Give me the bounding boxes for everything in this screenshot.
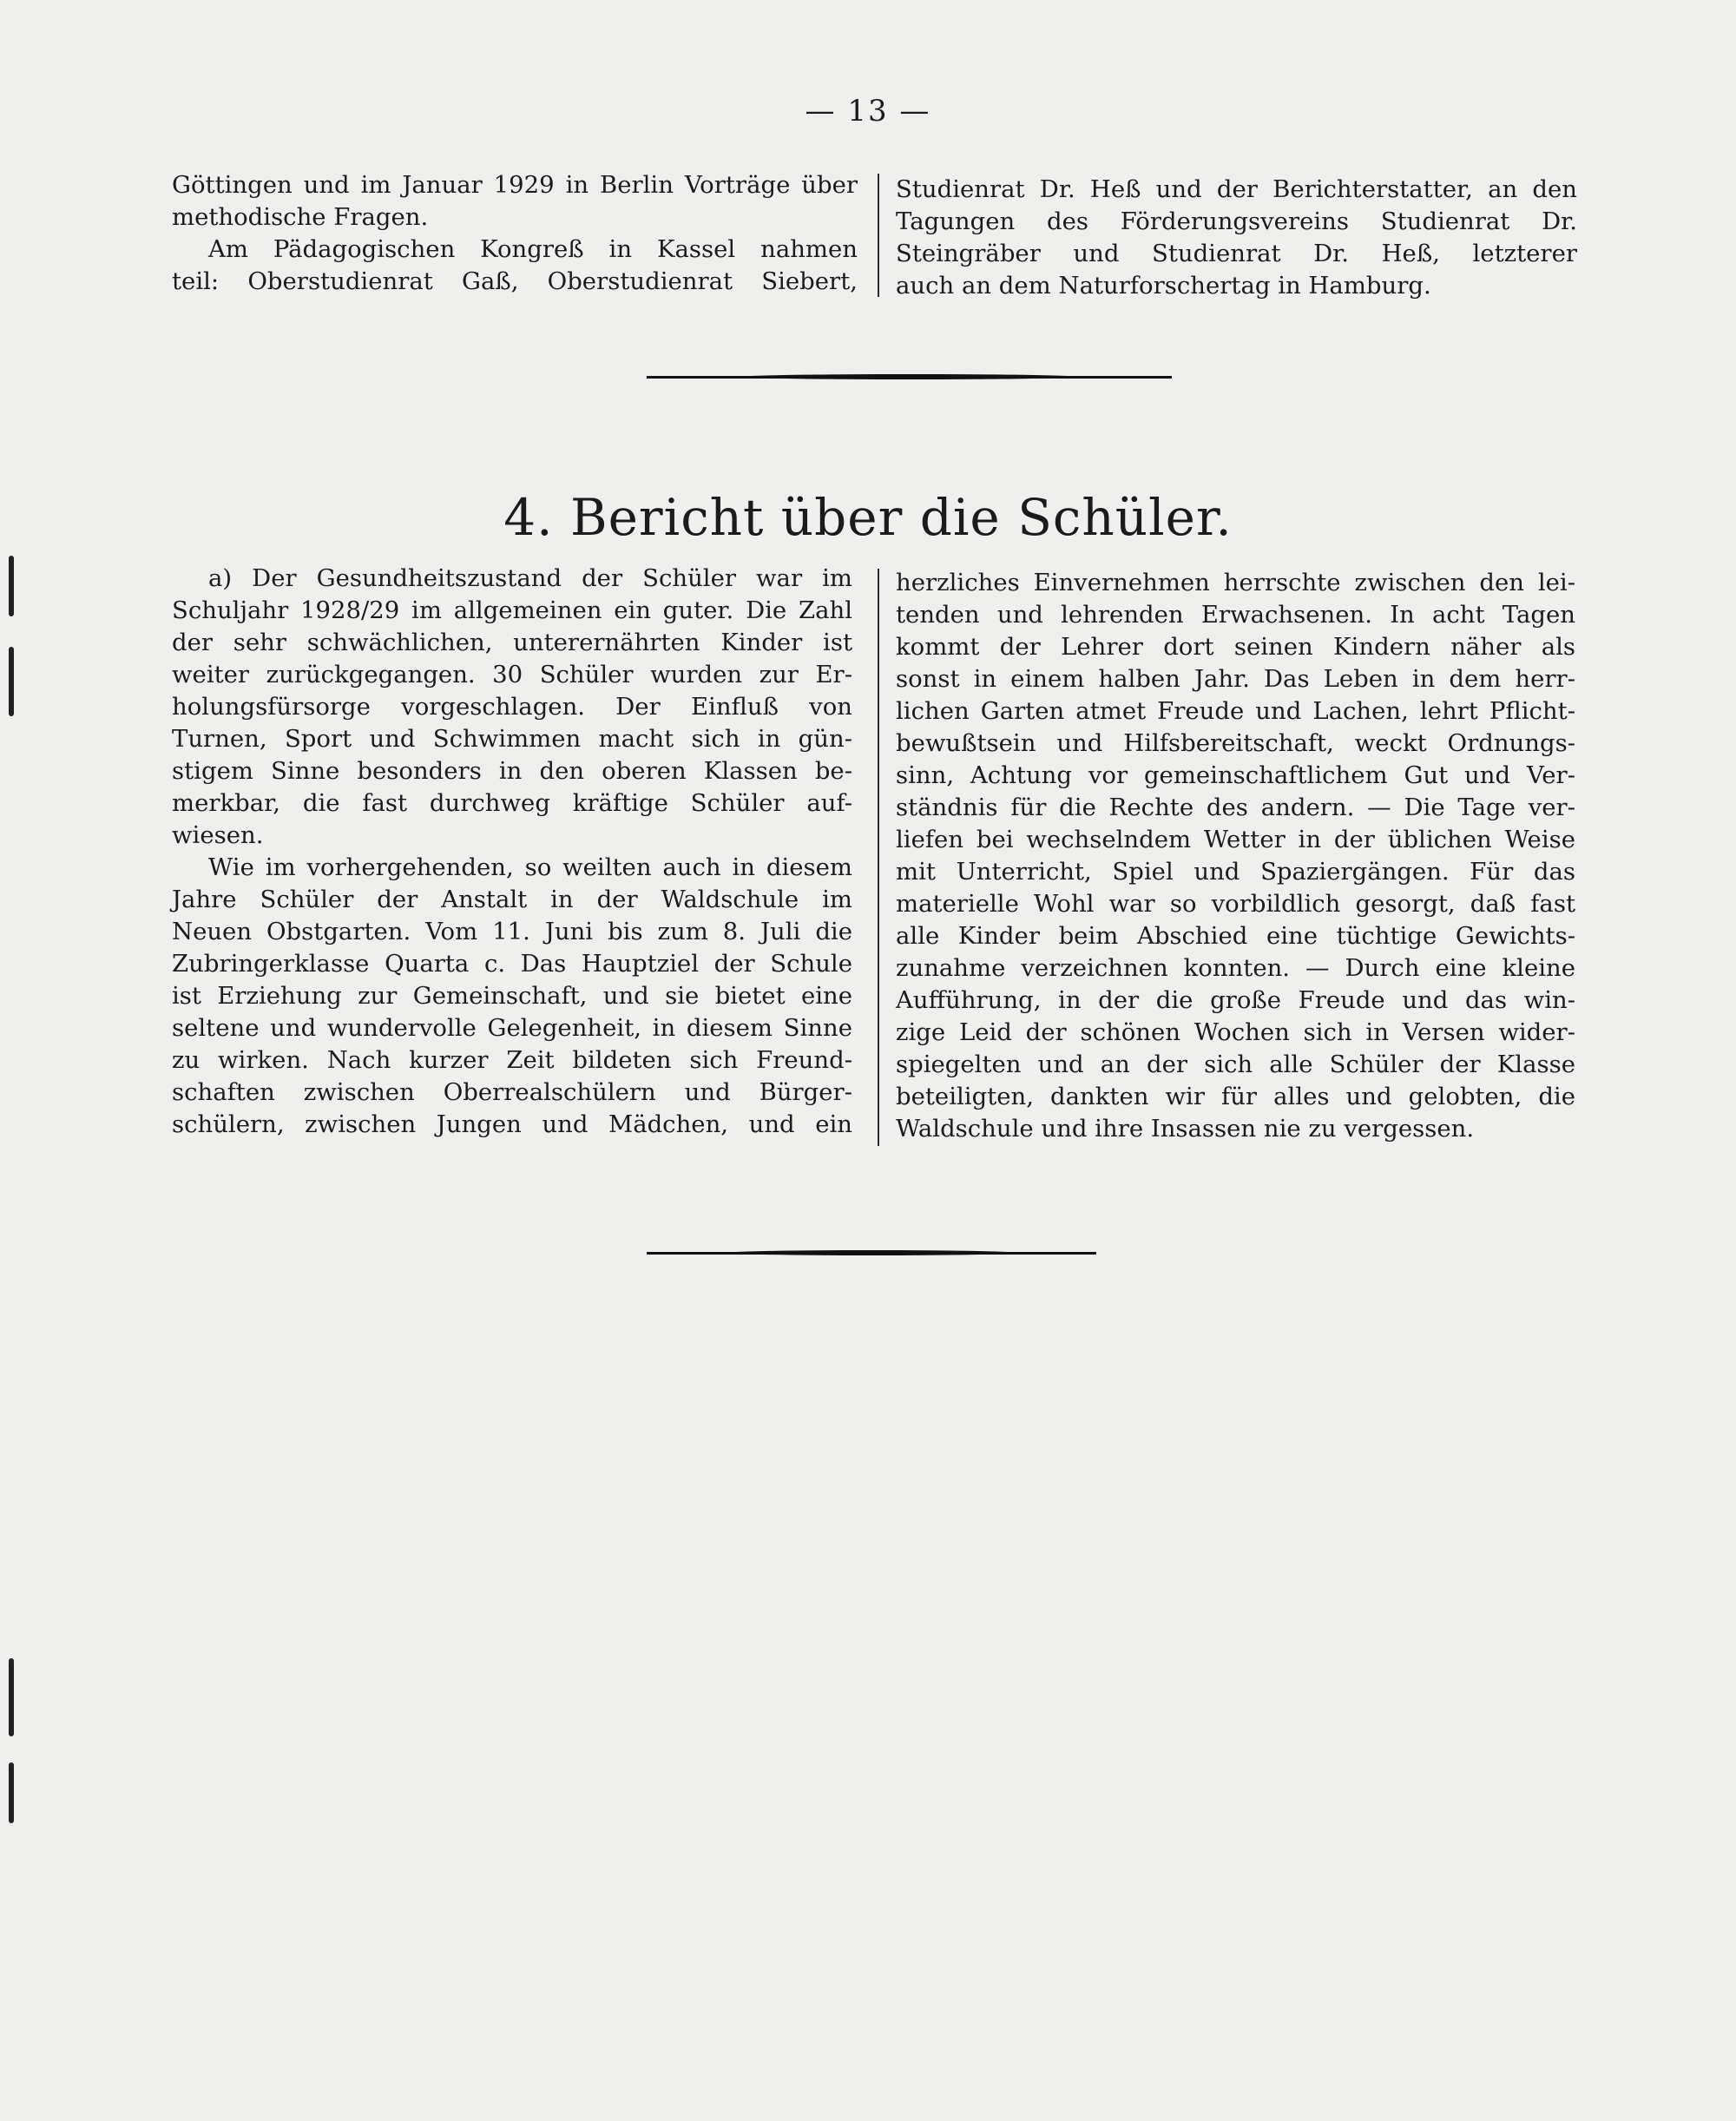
- text-line: weiter zurückgegangen. 30 Schüler wurden zur Er-: [172, 661, 852, 688]
- text-line: ist Erziehung zur Gemeinschaft, und sie bietet eine: [172, 982, 852, 1010]
- text-line: zige Leid der schönen Wochen sich in Versen wider-: [896, 1018, 1575, 1046]
- body-left-column: [172, 563, 852, 1141]
- text-line: Jahre Schüler der Anstalt in der Waldschule im: [172, 886, 852, 913]
- text-line: Schuljahr 1928/29 im allgemeinen ein guter. Die Zahl: [172, 596, 852, 624]
- text-line: sinn, Achtung vor gemeinschaftlichem Gut und Ver-: [896, 761, 1575, 789]
- intro-right-column: [896, 174, 1577, 302]
- text-line: seltene und wundervolle Gelegenheit, in diesem Sinne: [172, 1014, 852, 1042]
- text-line: mit Unterricht, Spiel und Spaziergängen. Für das: [896, 858, 1575, 886]
- text-line: alle Kinder beim Abschied eine tüchtige Gewichts-: [896, 922, 1575, 950]
- text-line: teil: Oberstudienrat Gaß, Oberstudienrat Siebert,: [172, 267, 858, 295]
- text-line: wiesen.: [172, 821, 264, 849]
- text-line: stigem Sinne besonders in den oberen Klassen be-: [172, 757, 852, 785]
- text-line: schaften zwischen Oberrealschülern und Bürger-: [172, 1078, 852, 1106]
- text-line: Am Pädagogischen Kongreß in Kassel nahmen: [208, 235, 858, 263]
- section-title: 4. Bericht über die Schüler.: [503, 488, 1233, 547]
- column-divider: [878, 174, 879, 297]
- text-line: merkbar, die fast durchweg kräftige Schüler auf-: [172, 789, 852, 817]
- text-line: liefen bei wechselndem Wetter in der üblichen Weise: [896, 826, 1575, 853]
- text-line: spiegelten und an der sich alle Schüler der Klasse: [896, 1051, 1575, 1078]
- text-line: Wie im vorhergehenden, so weilten auch in diesem: [208, 853, 852, 881]
- text-line: methodische Fragen.: [172, 203, 429, 231]
- text-line: zunahme verzeichnen konnten. — Durch eine kleine: [896, 954, 1575, 982]
- text-line: herzliches Einvernehmen herrschte zwischen den lei-: [896, 569, 1575, 596]
- binding-mark: [9, 1762, 14, 1823]
- text-line: Zubringerklasse Quarta c. Das Hauptziel der Schule: [172, 950, 852, 978]
- binding-mark: [9, 647, 14, 716]
- text-line: lichen Garten atmet Freude und Lachen, lehrt Pflicht-: [896, 697, 1575, 725]
- text-line: beteiligten, dankten wir für alles und gelobten, die: [896, 1083, 1575, 1110]
- text-line: der sehr schwächlichen, unterernährten Kinder ist: [172, 629, 852, 656]
- text-line: holungsfürsorge vorgeschlagen. Der Einfluß von: [172, 693, 852, 721]
- subsection-text: a) Der Gesundheitszustand der Schüler war im: [208, 564, 852, 592]
- text-line: Aufführung, in der die große Freude und das win-: [896, 986, 1575, 1014]
- text-line: zu wirken. Nach kurzer Zeit bildeten sich Freund-: [172, 1046, 852, 1074]
- text-line: Tagungen des Förderungsvereins Studienrat Dr.: [896, 207, 1577, 235]
- text-line: Turnen, Sport und Schwimmen macht sich in gün-: [172, 725, 852, 753]
- text-line: Waldschule und ihre Insassen nie zu vergessen.: [896, 1115, 1475, 1143]
- column-divider: [878, 569, 879, 1146]
- binding-mark: [9, 1658, 14, 1736]
- text-line: Steingräber und Studienrat Dr. Heß, letzterer: [896, 240, 1577, 267]
- text-line: sonst in einem halben Jahr. Das Leben in dem herr-: [896, 665, 1575, 693]
- text-line: Studienrat Dr. Heß und der Berichterstatter, an den: [896, 175, 1577, 203]
- body-right-column: [896, 567, 1575, 1145]
- binding-mark: [9, 556, 14, 616]
- text-line: tenden und lehrenden Erwachsenen. In acht Tagen: [896, 601, 1575, 629]
- text-line: bewußtsein und Hilfsbereitschaft, weckt Ordnungs-: [896, 729, 1575, 757]
- text-line: materielle Wohl war so vorbildlich gesorgt, daß fast: [896, 890, 1575, 918]
- text-line: [172, 563, 852, 595]
- intro-left-column: [172, 169, 858, 298]
- text-line: ständnis für die Rechte des andern. — Die Tage ver-: [896, 794, 1575, 821]
- text-line: kommt der Lehrer dort seinen Kindern näher als: [896, 633, 1575, 661]
- section-divider-rule: [647, 376, 1172, 379]
- text-line: Göttingen und im Januar 1929 in Berlin Vorträge über: [172, 171, 858, 199]
- text-line: auch an dem Naturforschertag in Hamburg.: [896, 272, 1431, 300]
- page-number: — 13 —: [805, 94, 931, 128]
- section-end-rule: [647, 1252, 1096, 1255]
- text-line: Neuen Obstgarten. Vom 11. Juni bis zum 8. Juli die: [172, 918, 852, 945]
- text-line: schülern, zwischen Jungen und Mädchen, und ein: [172, 1110, 852, 1138]
